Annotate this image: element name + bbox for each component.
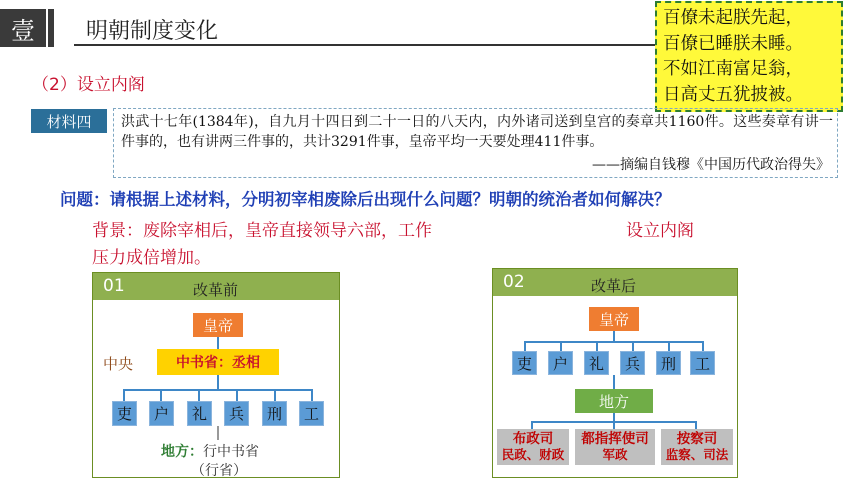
office-duty: 民政、财政 [501,447,565,462]
connector [123,389,125,401]
material-label: 材料四 [31,109,107,133]
local-box: 地方 [575,389,653,413]
ministry-box: 刑 [656,351,681,375]
connector [217,337,219,349]
connector [524,341,704,343]
poem-line: 百僚已睡朕未睡。 [663,33,803,54]
ministry-box: 工 [690,351,715,375]
connector [217,426,219,440]
local-label: 地方： [161,444,203,460]
ministry-box: 工 [299,401,324,426]
background-line-2: 压力成倍增加。 [92,248,211,268]
local-row [161,441,259,461]
connector [311,389,313,401]
poem-box [655,1,843,112]
background-line-1: 背景：废除宰相后，皇帝直接领导六部，工作 [92,221,432,241]
connector [524,341,526,351]
central-label: 中央 [103,355,134,373]
ministry-box: 吏 [512,351,537,375]
office-box [661,429,733,465]
section-bar [48,9,54,47]
office-duty: 军政 [602,447,628,462]
ministry-box: 户 [548,351,573,375]
material-source: ——摘编自钱穆《中国历代政治得失》 [592,157,830,173]
local-abbr: （行省） [191,463,247,479]
connector [668,341,670,351]
section-badge: 壹 [0,9,46,47]
emperor-box: 皇帝 [193,313,243,337]
section-title: 明朝制度变化 [86,19,219,44]
connector [123,389,313,391]
after-reform-panel [492,268,738,478]
office-name: 按察司 [676,431,718,447]
connector [613,421,615,429]
ministry-box: 户 [149,401,174,426]
connector [217,375,219,389]
emperor-box: 皇帝 [589,307,639,331]
ministry-box: 兵 [224,401,249,426]
ministry-box: 吏 [112,401,137,426]
connector [613,331,615,341]
question-text: 问题：请根据上述材料，分明初宰相废除后出现什么问题？明朝的统治者如何解决？ [60,190,671,209]
connector [596,341,598,351]
office-name: 布政司 [512,431,554,447]
office-box [497,429,569,465]
panel-title: 改革后 [591,277,637,295]
before-reform-panel [92,272,340,478]
zhongshu-box: 中书省：丞相 [157,349,279,375]
panel-number: 01 [103,276,125,296]
connector [702,341,704,351]
ministry-box: 刑 [262,401,287,426]
connector [560,341,562,351]
poem-line: 日高丈五犹披被。 [663,84,803,105]
local-value: 行中书省 [203,444,259,460]
ministry-box: 兵 [620,351,645,375]
office-box [575,429,655,465]
connector [613,375,615,389]
connector [160,389,162,401]
panel-number: 02 [503,272,525,292]
poem-line: 百僚未起朕先起， [663,8,803,28]
ministry-box: 礼 [187,401,212,426]
connector [236,389,238,401]
connector [695,421,697,429]
connector [274,389,276,401]
office-name: 都指挥使司 [581,431,649,447]
connector [198,389,200,401]
subtitle: （2）设立内阁 [32,75,145,95]
title-underline [74,44,674,46]
connector [531,421,533,429]
answer-text: 设立内阁 [626,221,694,241]
office-duty: 监察、司法 [665,447,729,462]
connector [632,341,634,351]
connector [613,413,615,421]
panel-title: 改革前 [193,281,239,299]
poem-line: 不如江南富足翁， [663,59,803,79]
material-text: 洪武十七年(1384年)，自九月十四日到二十一日的八天内，内外诸司送到皇宫的奏章共1160件。这些奏章有讲一件事的，也有讲两三件事的，共计3291件事，皇帝平均一天要处理411件事。 [121,114,833,150]
ministry-box: 礼 [584,351,609,375]
